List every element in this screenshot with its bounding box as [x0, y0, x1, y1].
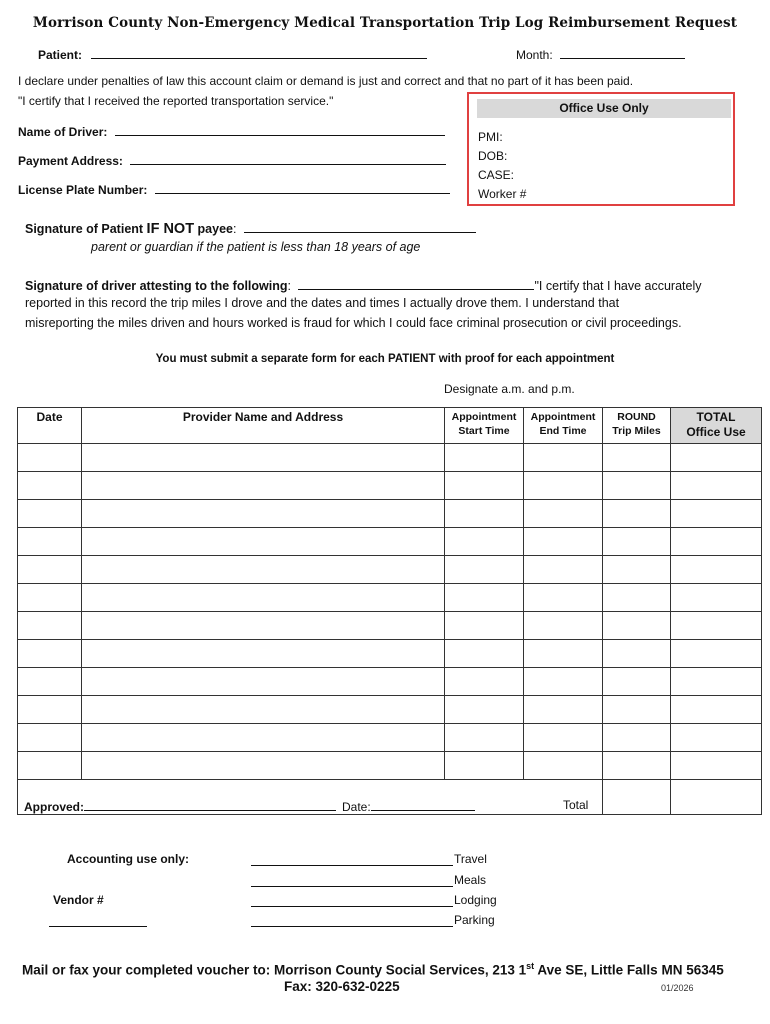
col-start-time-header: [445, 408, 524, 444]
certify-receipt-text: "I certify that I received the reported transportation service.": [18, 94, 334, 108]
total-cell[interactable]: [671, 556, 762, 584]
case-label: CASE:: [478, 168, 515, 182]
miles-cell[interactable]: [603, 696, 671, 724]
separate-form-instruction: You must submit a separate form for each PATIENT with proof for each appointment: [155, 353, 615, 365]
approval-date-field[interactable]: [342, 798, 475, 814]
end-time-cell[interactable]: [524, 752, 603, 780]
patient-label: Patient:: [38, 48, 83, 62]
office-use-box: [467, 92, 735, 206]
table-row: [18, 612, 762, 640]
form-title: Morrison County Non-Emergency Medical Transportation Trip Log Reimbursement Request: [32, 15, 738, 31]
table-row: [18, 500, 762, 528]
total-cell[interactable]: [671, 752, 762, 780]
meals-line[interactable]: [251, 886, 453, 887]
provider-cell[interactable]: [82, 724, 445, 752]
col-start-label-2: Start Time: [458, 425, 510, 437]
guardian-note: parent or guardian if the patient is less than 18 years of age: [91, 240, 421, 254]
meals-label: Meals: [454, 873, 487, 887]
miles-cell[interactable]: [603, 640, 671, 668]
start-time-cell[interactable]: [445, 472, 524, 500]
start-time-cell[interactable]: [445, 612, 524, 640]
end-time-cell[interactable]: [524, 556, 603, 584]
driver-signature-field[interactable]: [25, 277, 702, 293]
end-time-cell[interactable]: [524, 696, 603, 724]
miles-cell[interactable]: [603, 444, 671, 472]
total-cell[interactable]: [671, 724, 762, 752]
lodging-line[interactable]: [251, 906, 453, 907]
provider-cell[interactable]: [82, 500, 445, 528]
table-row: [18, 668, 762, 696]
date-cell[interactable]: [18, 724, 82, 752]
driver-name-label: Name of Driver:: [18, 125, 108, 139]
parking-line[interactable]: [251, 926, 453, 927]
total-cell[interactable]: [671, 584, 762, 612]
col-total-header: [671, 408, 762, 444]
total-cell[interactable]: [671, 668, 762, 696]
patient-signature-field[interactable]: [25, 220, 476, 237]
start-time-cell[interactable]: [445, 584, 524, 612]
end-time-cell[interactable]: [524, 640, 603, 668]
patient-signature-label-b: IF NOT: [146, 221, 195, 237]
start-time-cell[interactable]: [445, 752, 524, 780]
worker-label: Worker #: [478, 187, 527, 201]
start-time-cell[interactable]: [445, 668, 524, 696]
start-time-cell[interactable]: [445, 444, 524, 472]
patient-signature-label-c: payee: [194, 222, 233, 236]
provider-cell[interactable]: [82, 668, 445, 696]
miles-cell[interactable]: [603, 500, 671, 528]
mail-prefix: Mail or fax your completed voucher to: Morrison County Social Services, 213 1: [22, 962, 527, 978]
patient-signature-label-a: Signature of Patient: [25, 222, 147, 236]
approval-row: [18, 780, 603, 815]
dob-label: DOB:: [478, 149, 508, 163]
date-cell[interactable]: [18, 556, 82, 584]
date-cell[interactable]: [18, 752, 82, 780]
start-time-cell[interactable]: [445, 528, 524, 556]
driver-name-field[interactable]: [18, 123, 445, 139]
total-miles-cell[interactable]: [603, 780, 671, 815]
driver-name-line[interactable]: [115, 123, 445, 136]
approval-date-label: Date:: [342, 800, 371, 814]
date-cell[interactable]: [18, 696, 82, 724]
accounting-use-title: Accounting use only:: [67, 852, 190, 866]
provider-cell[interactable]: [82, 640, 445, 668]
date-cell[interactable]: [18, 528, 82, 556]
end-time-cell[interactable]: [524, 584, 603, 612]
license-plate-line[interactable]: [155, 181, 450, 194]
total-cell[interactable]: [671, 500, 762, 528]
office-use-title: Office Use Only: [477, 99, 731, 118]
start-time-cell[interactable]: [445, 724, 524, 752]
table-row: [18, 528, 762, 556]
total-cell[interactable]: [671, 696, 762, 724]
license-plate-label: License Plate Number:: [18, 183, 148, 197]
payment-address-line[interactable]: [130, 152, 446, 165]
col-total-label-1: TOTAL: [696, 410, 736, 424]
trip-log-table: [17, 407, 762, 815]
provider-cell[interactable]: [82, 444, 445, 472]
col-miles-header: [603, 408, 671, 444]
provider-cell[interactable]: [82, 696, 445, 724]
month-line[interactable]: [560, 46, 685, 59]
end-time-cell[interactable]: [524, 500, 603, 528]
start-time-cell[interactable]: [445, 500, 524, 528]
end-time-cell[interactable]: [524, 472, 603, 500]
patient-signature-line[interactable]: [244, 220, 476, 233]
driver-certify-text-2: reported in this record the trip miles I drove and the dates and times I actually drove them. I understand that: [25, 296, 620, 310]
end-time-cell[interactable]: [524, 668, 603, 696]
declaration-text: I declare under penalties of law this account claim or demand is just and correct and that no part of it has been paid.: [18, 74, 634, 88]
total-cell[interactable]: [671, 528, 762, 556]
miles-cell[interactable]: [603, 584, 671, 612]
travel-label: Travel: [454, 852, 487, 866]
payment-address-label: Payment Address:: [18, 154, 123, 168]
table-row: [18, 640, 762, 668]
table-row: [18, 752, 762, 780]
col-miles-label-2: Trip Miles: [612, 425, 661, 437]
driver-signature-line[interactable]: [298, 277, 534, 290]
miles-cell[interactable]: [603, 724, 671, 752]
table-row: [18, 724, 762, 752]
col-provider-header: [82, 408, 445, 444]
provider-cell[interactable]: [82, 612, 445, 640]
date-cell[interactable]: [18, 444, 82, 472]
col-end-time-header: [524, 408, 603, 444]
provider-cell[interactable]: [82, 556, 445, 584]
miles-cell[interactable]: [603, 668, 671, 696]
table-row: [18, 584, 762, 612]
month-label: Month:: [516, 48, 553, 62]
col-provider-label: Provider Name and Address: [182, 410, 344, 424]
start-time-cell[interactable]: [445, 556, 524, 584]
date-cell[interactable]: [18, 500, 82, 528]
form-version: 01/2026: [661, 983, 694, 993]
miles-cell[interactable]: [603, 528, 671, 556]
col-miles-label-1: ROUND: [617, 411, 656, 423]
lodging-label: Lodging: [454, 893, 497, 907]
mail-instructions: [22, 961, 724, 978]
total-cell[interactable]: [671, 640, 762, 668]
month-field[interactable]: [516, 46, 685, 62]
date-cell[interactable]: [18, 472, 82, 500]
license-plate-field[interactable]: [18, 181, 450, 197]
start-time-cell[interactable]: [445, 696, 524, 724]
table-row: [18, 696, 762, 724]
pmi-label: PMI:: [478, 130, 503, 144]
end-time-cell[interactable]: [524, 444, 603, 472]
date-cell[interactable]: [18, 612, 82, 640]
provider-cell[interactable]: [82, 752, 445, 780]
mail-sup: st: [526, 961, 535, 971]
col-start-label-1: Appointment: [451, 411, 517, 423]
approval-date-line[interactable]: [371, 798, 475, 811]
total-cell[interactable]: [671, 472, 762, 500]
patient-signature-colon: :: [233, 222, 237, 236]
col-end-label-1: Appointment: [530, 411, 596, 423]
total-label: Total: [563, 798, 589, 812]
vendor-label: Vendor #: [53, 893, 104, 907]
driver-certify-text-3: misreporting the miles driven and hours worked is fraud for which I could face criminal prosecution or civil proceedings.: [25, 316, 682, 330]
col-date-label: Date: [36, 410, 63, 424]
miles-cell[interactable]: [603, 752, 671, 780]
miles-cell[interactable]: [603, 556, 671, 584]
patient-field[interactable]: [38, 46, 427, 62]
table-row: [18, 472, 762, 500]
driver-certify-text-1: "I certify that I have accurately: [534, 279, 702, 293]
miles-cell[interactable]: [603, 612, 671, 640]
table-row: [18, 556, 762, 584]
vendor-line[interactable]: [49, 926, 147, 927]
start-time-cell[interactable]: [445, 640, 524, 668]
end-time-cell[interactable]: [524, 612, 603, 640]
date-cell[interactable]: [18, 640, 82, 668]
date-cell[interactable]: [18, 668, 82, 696]
driver-signature-colon: :: [287, 279, 291, 293]
mail-suffix: Ave SE, Little Falls MN 56345: [534, 962, 724, 978]
travel-line[interactable]: [251, 865, 453, 866]
fax-number: Fax: 320-632-0225: [284, 979, 400, 994]
approved-label: Approved:: [24, 800, 84, 814]
total-office-cell[interactable]: [671, 780, 762, 815]
col-total-label-2: Office Use: [686, 425, 746, 439]
end-time-cell[interactable]: [524, 724, 603, 752]
designate-ampm-note: Designate a.m. and p.m.: [444, 382, 575, 396]
approved-field[interactable]: [24, 798, 336, 814]
approved-line[interactable]: [84, 798, 336, 811]
provider-cell[interactable]: [82, 472, 445, 500]
date-cell[interactable]: [18, 584, 82, 612]
provider-cell[interactable]: [82, 584, 445, 612]
end-time-cell[interactable]: [524, 528, 603, 556]
payment-address-field[interactable]: [18, 152, 446, 168]
total-cell[interactable]: [671, 444, 762, 472]
provider-cell[interactable]: [82, 528, 445, 556]
col-end-label-2: End Time: [539, 425, 587, 437]
col-date-header: [18, 408, 82, 444]
table-row: [18, 444, 762, 472]
parking-label: Parking: [454, 913, 495, 927]
patient-line[interactable]: [91, 46, 427, 59]
miles-cell[interactable]: [603, 472, 671, 500]
driver-signature-label: Signature of driver attesting to the following: [25, 279, 288, 293]
total-cell[interactable]: [671, 612, 762, 640]
